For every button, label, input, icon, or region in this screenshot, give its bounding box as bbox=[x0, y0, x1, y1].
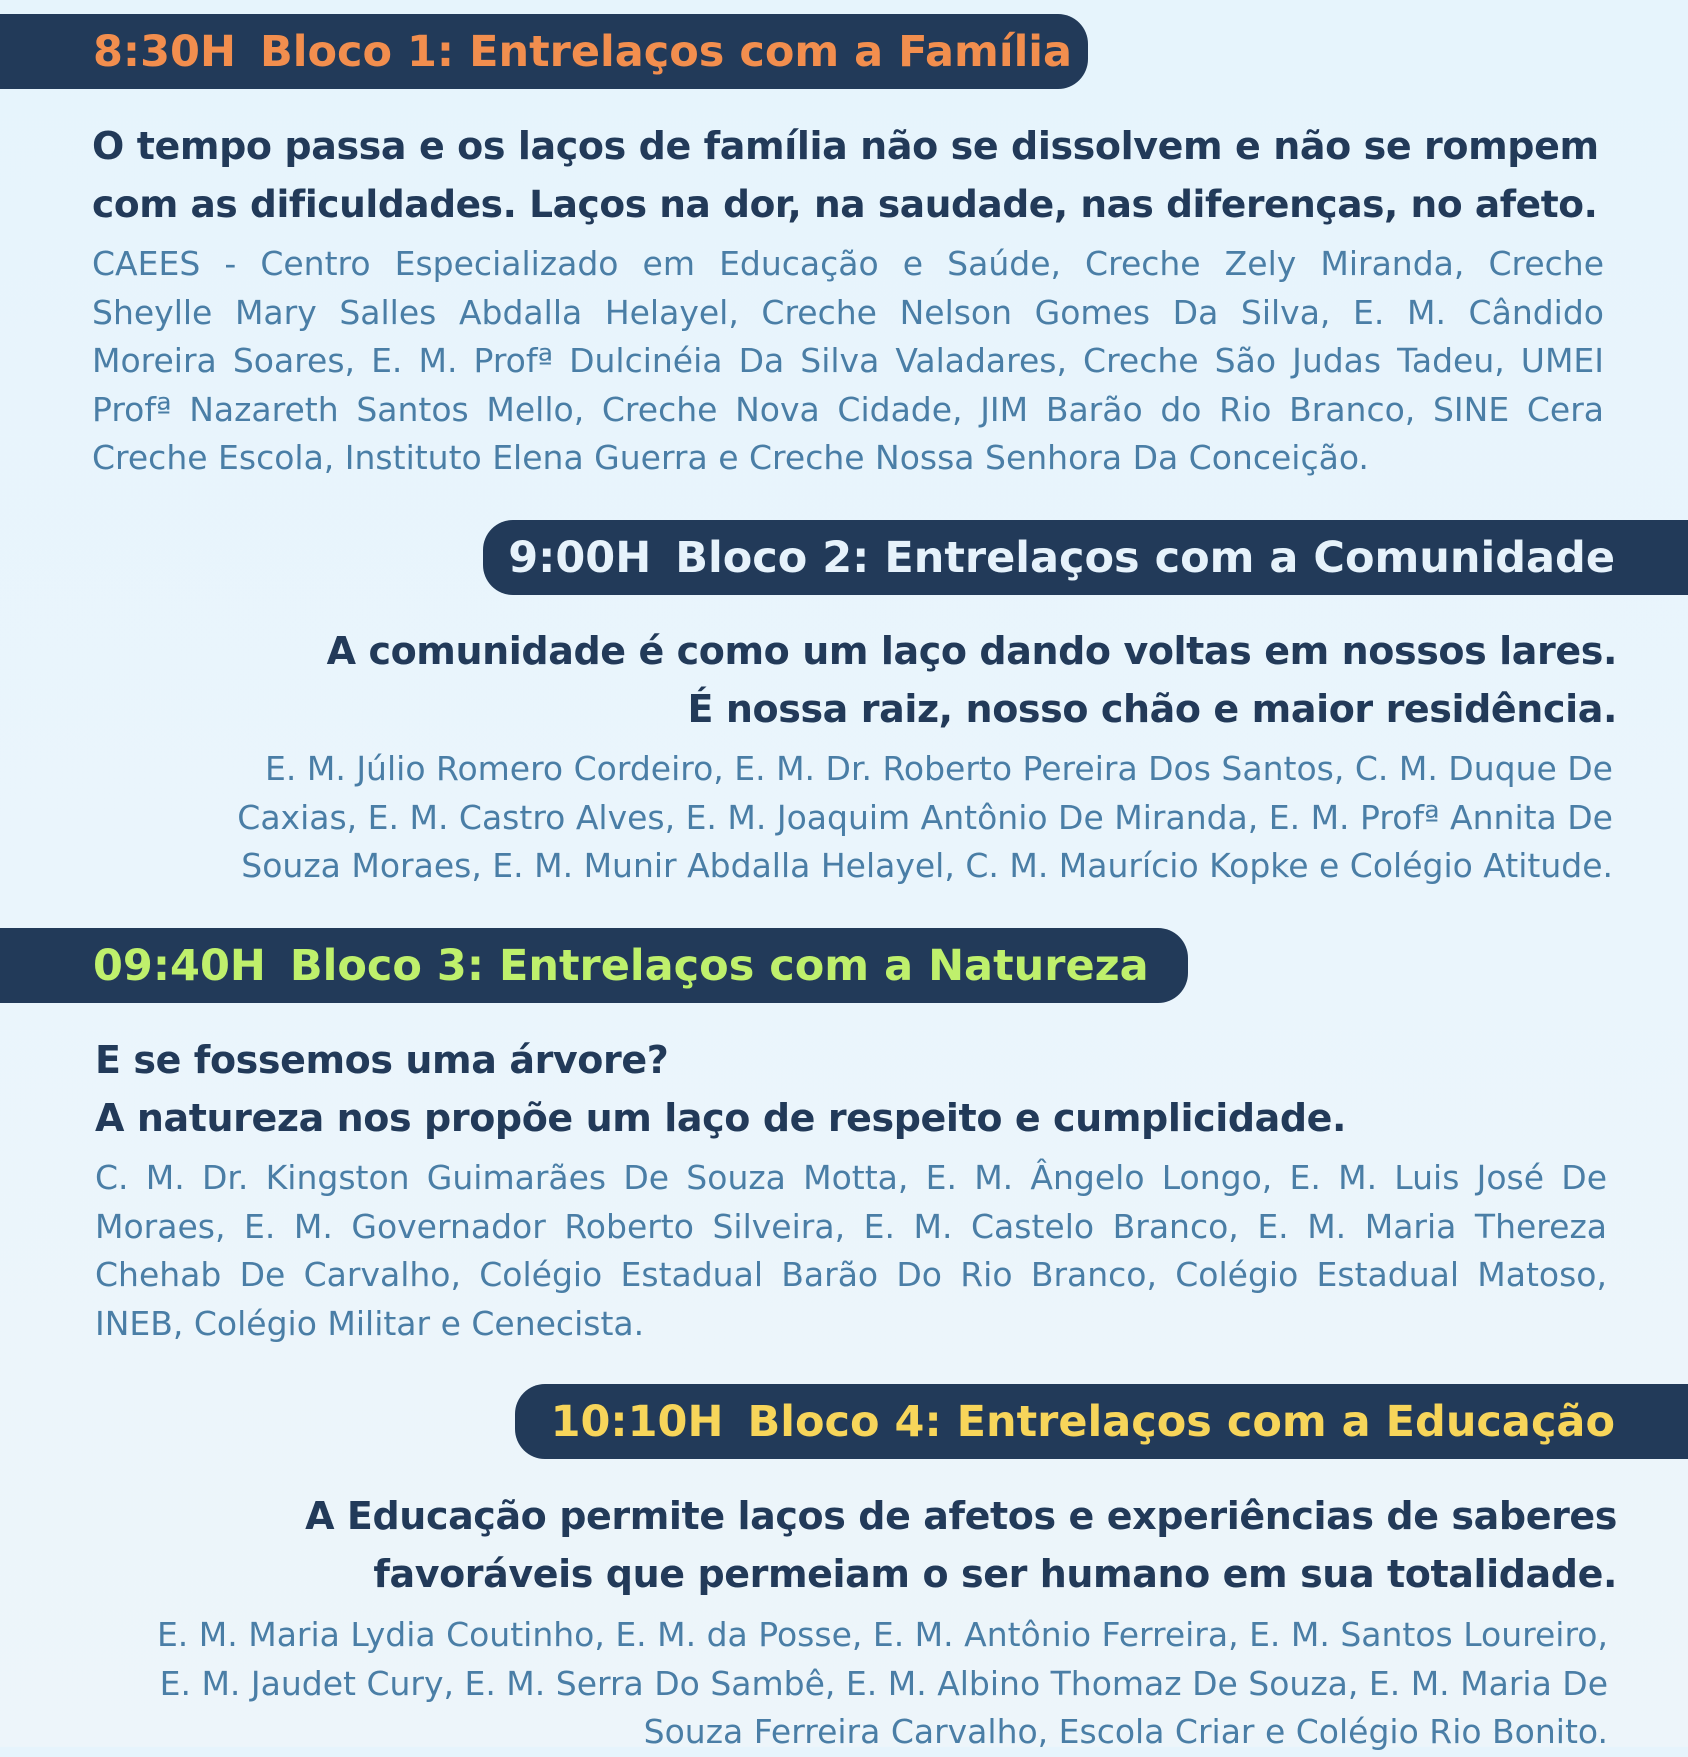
block-4-lead bbox=[102, 1487, 1617, 1603]
block-3-schools-line: C. M. Dr. Kingston Guimarães De Souza Motta, E. M. Ângelo Longo, E. M. Luis José De bbox=[95, 1158, 1607, 1197]
block-1-banner bbox=[0, 14, 1088, 89]
block-1-title: Bloco 1: Entrelaços com a Família bbox=[259, 26, 1073, 77]
block-4-banner bbox=[515, 1384, 1688, 1459]
block-1-schools bbox=[92, 240, 1604, 483]
block-3-lead bbox=[95, 1031, 1610, 1147]
block-2-schools-line: Souza Moraes, E. M. Munir Abdalla Helayel, C. M. Maurício Kopke e Colégio Atitude. bbox=[241, 846, 1613, 885]
block-2-schools bbox=[173, 745, 1613, 891]
block-2-time: 9:00H bbox=[508, 532, 652, 583]
block-4-schools bbox=[108, 1611, 1608, 1757]
block-4-schools-line: E. M. Jaudet Cury, E. M. Serra Do Sambê, E. M. Albino Thomaz De Souza, E. M. Maria De bbox=[159, 1663, 1608, 1703]
block-1-schools-line: Sheylle Mary Salles Abdalla Helayel, Creche Nelson Gomes Da Silva, E. M. Cândido bbox=[92, 292, 1604, 332]
block-3-banner bbox=[0, 928, 1188, 1003]
block-1-lead-line: com as dificuldades. Laços na dor, na saudade, nas diferenças, no afeto. bbox=[92, 182, 1598, 226]
block-1-schools-line: Creche Escola, Instituto Elena Guerra e Creche Nossa Senhora Da Conceição. bbox=[92, 438, 1369, 477]
block-4-lead-line: favoráveis que permeiam o ser humano em sua totalidade. bbox=[373, 1552, 1617, 1596]
block-4-schools-line: E. M. Maria Lydia Coutinho, E. M. da Posse, E. M. Antônio Ferreira, E. M. Santos Loureiro, bbox=[156, 1615, 1608, 1654]
block-1-lead-line: O tempo passa e os laços de família não se dissolvem e não se rompem bbox=[92, 124, 1599, 168]
block-4-lead-line: A Educação permite laços de afetos e experiências de saberes bbox=[305, 1494, 1617, 1538]
block-2-lead-line: A comunidade é como um laço dando voltas em nossos lares. bbox=[326, 629, 1617, 673]
block-1-lead bbox=[92, 117, 1607, 233]
block-4-schools-line: Souza Ferreira Carvalho, Escola Criar e Colégio Rio Bonito. bbox=[643, 1712, 1608, 1751]
block-3-schools-line: Moraes, E. M. Governador Roberto Silveira, E. M. Castelo Branco, E. M. Maria Thereza bbox=[95, 1206, 1607, 1246]
block-1-time: 8:30H bbox=[93, 26, 236, 77]
block-3-schools-line: INEB, Colégio Militar e Cenecista. bbox=[95, 1303, 645, 1343]
block-2-schools-line: E. M. Júlio Romero Cordeiro, E. M. Dr. Roberto Pereira Dos Santos, C. M. Duque De bbox=[265, 749, 1613, 788]
block-3-schools bbox=[95, 1154, 1607, 1348]
block-3-title: Bloco 3: Entrelaços com a Natureza bbox=[289, 940, 1149, 991]
block-3-lead-line: A natureza nos propõe um laço de respeito e cumplicidade. bbox=[95, 1096, 1347, 1140]
block-1-schools-line: Profª Nazareth Santos Mello, Creche Nova Cidade, JIM Barão do Rio Branco, SINE Cera bbox=[92, 389, 1604, 429]
block-4-time: 10:10H bbox=[550, 1396, 724, 1447]
block-1-schools-line: CAEES - Centro Especializado em Educação e Saúde, Creche Zely Miranda, Creche bbox=[92, 244, 1604, 283]
block-2-schools-line: Caxias, E. M. Castro Alves, E. M. Joaquim Antônio De Miranda, E. M. Profª Annita De bbox=[237, 797, 1613, 837]
block-4-title: Bloco 4: Entrelaços com a Educação bbox=[747, 1396, 1615, 1447]
block-3-schools-line: Chehab De Carvalho, Colégio Estadual Barão Do Rio Branco, Colégio Estadual Matoso, bbox=[95, 1255, 1607, 1294]
block-3-lead-line: E se fossemos uma árvore? bbox=[95, 1038, 669, 1082]
block-2-title: Bloco 2: Entrelaços com a Comunidade bbox=[675, 532, 1615, 583]
block-2-banner bbox=[483, 520, 1688, 595]
block-1-schools-line: Moreira Soares, E. M. Profª Dulcinéia Da Silva Valadares, Creche São Judas Tadeu, UMEI bbox=[92, 341, 1604, 380]
block-2-lead-line: É nossa raiz, nosso chão e maior residência. bbox=[687, 687, 1617, 731]
block-3-time: 09:40H bbox=[93, 940, 266, 991]
block-2-lead bbox=[102, 622, 1617, 738]
